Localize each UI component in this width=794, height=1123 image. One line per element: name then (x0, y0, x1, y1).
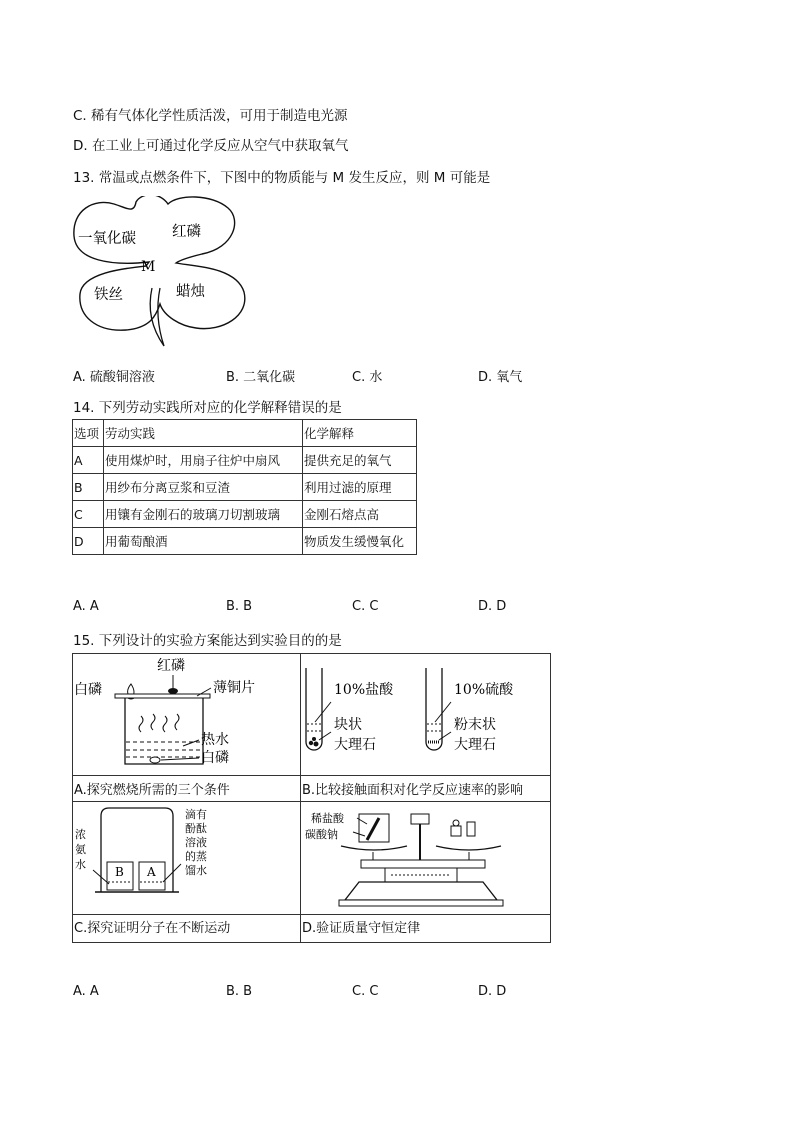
label-red-phosphorus: 红磷 (157, 658, 185, 674)
table-cell: C (73, 501, 104, 528)
table-row (73, 501, 417, 528)
label-solid-1b: 大理石 (334, 737, 376, 753)
beaker-b-label: B (115, 865, 124, 879)
clover-center: M (141, 259, 156, 275)
label-dilute-hcl: 稀盐酸 (311, 812, 344, 825)
clover-figure (72, 196, 252, 348)
table-row (73, 447, 417, 474)
option-b[interactable]: B. B (226, 984, 253, 999)
option-c[interactable]: C. 水 (352, 370, 383, 385)
table-cell: 用镶有金刚石的玻璃刀切割玻璃 (104, 501, 303, 528)
q14-table (72, 419, 417, 555)
clover-bottom-left: 铁丝 (94, 287, 123, 303)
option-a[interactable]: A. A (73, 984, 99, 999)
table-header: 化学解释 (303, 420, 417, 447)
table-header-row (73, 420, 417, 447)
table-cell: 用纱布分离豆浆和豆渣 (104, 474, 303, 501)
q14-options (73, 599, 593, 617)
table-cell: 物质发生缓慢氧化 (303, 528, 417, 555)
table-cell: 提供充足的氧气 (303, 447, 417, 474)
table-cell: D (73, 528, 104, 555)
table-header: 劳动实践 (104, 420, 303, 447)
option-d-q12: D. 在工业上可通过化学反应从空气中获取氧气 (73, 138, 349, 154)
table-header: 选项 (73, 420, 104, 447)
caption-c: C.探究证明分子在不断运动 (74, 921, 231, 936)
clover-bottom-right: 蜡烛 (176, 284, 205, 300)
label-acid-1: 10%盐酸 (334, 682, 394, 698)
caption-b: B.比较接触面积对化学反应速率的影响 (302, 783, 524, 798)
option-c[interactable]: C. C (352, 984, 379, 999)
option-b[interactable]: B. B (226, 599, 253, 614)
label-solid-2b: 大理石 (454, 737, 496, 753)
label-copper-sheet: 薄铜片 (213, 680, 255, 696)
caption-d: D.验证质量守恒定律 (302, 921, 421, 936)
question-14: 14. 下列劳动实践所对应的化学解释错误的是 (73, 400, 342, 416)
table-row (73, 528, 417, 555)
option-b[interactable]: B. 二氧化碳 (226, 370, 296, 385)
balance-apparatus (301, 802, 550, 913)
label-phenolphthalein: 滴有酚酞溶液的蒸馏水 (185, 808, 207, 877)
q13-options (73, 366, 593, 384)
table-row (73, 474, 417, 501)
table-cell: 利用过滤的原理 (303, 474, 417, 501)
label-white-phosphorus-top: 白磷 (74, 682, 102, 698)
reaction-rate-apparatus (301, 654, 550, 774)
label-ammonia: 浓氨水 (75, 828, 86, 871)
clover-top-right: 红磷 (172, 224, 201, 240)
label-solid-2a: 粉末状 (454, 717, 496, 733)
option-d[interactable]: D. D (478, 599, 507, 614)
question-15: 15. 下列设计的实验方案能达到实验目的的是 (73, 633, 342, 649)
table-cell: B (73, 474, 104, 501)
option-c-q12: C. 稀有气体化学性质活泼，可用于制造电光源 (73, 108, 348, 124)
option-c[interactable]: C. C (352, 599, 379, 614)
caption-a: A.探究燃烧所需的三个条件 (74, 783, 230, 798)
label-white-phosphorus-bottom: 白磷 (201, 750, 229, 766)
table-cell: 金刚石熔点高 (303, 501, 417, 528)
table-cell: A (73, 447, 104, 474)
clover-top-left: 一氧化碳 (78, 231, 136, 247)
table-cell: 使用煤炉时，用扇子往炉中扇风 (104, 447, 303, 474)
option-d[interactable]: D. D (478, 984, 507, 999)
label-sodium-carbonate: 碳酸钠 (305, 828, 338, 841)
label-solid-1a: 块状 (334, 717, 362, 733)
beaker-a-label: A (147, 865, 156, 879)
molecular-motion-apparatus (73, 802, 299, 913)
option-d[interactable]: D. 氧气 (478, 370, 523, 385)
option-a[interactable]: A. A (73, 599, 99, 614)
q15-options (73, 984, 593, 1002)
label-hot-water: 热水 (201, 732, 229, 748)
option-a[interactable]: A. 硫酸铜溶液 (73, 370, 155, 385)
combustion-apparatus (73, 654, 299, 774)
label-acid-2: 10%硫酸 (454, 682, 514, 698)
table-cell: 用葡萄酿酒 (104, 528, 303, 555)
question-13: 13. 常温或点燃条件下，下图中的物质能与 M 发生反应，则 M 可能是 (73, 170, 491, 186)
